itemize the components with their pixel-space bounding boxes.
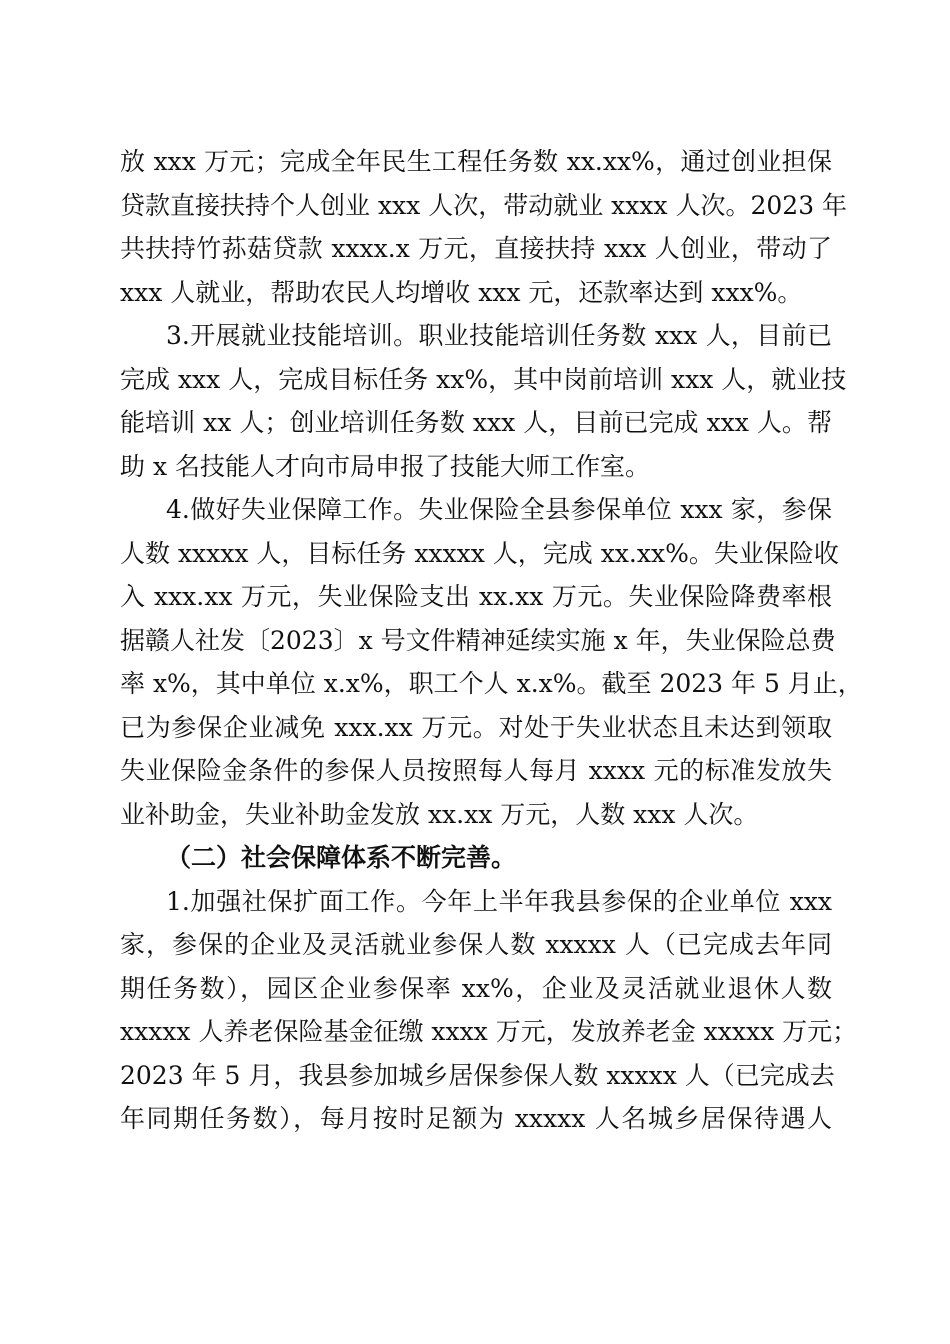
paragraph-line: 已为参保企业减免 xxx.xx 万元。对处于失业状态且未达到领取 (120, 712, 832, 742)
paragraph-line: 家，参保的企业及灵活就业参保人数 xxxxx 人（已完成去年同 (120, 930, 832, 959)
paragraph-line: 失业保险金条件的参保人员按照每人每月 xxxx 元的标准发放失 (120, 756, 832, 785)
paragraph-line: xxx 人就业，帮助农民人均增收 xxx 元，还款率达到 xxx%。 (120, 277, 803, 307)
paragraph-line: 率 x%，其中单位 x.x%，职工个人 x.x%。截至 2023 年 5 月止， (120, 669, 863, 698)
paragraph-line: 能培训 xx 人；创业培训任务数 xxx 人，目前已完成 xxx 人。帮 (120, 408, 832, 437)
paragraph-line: 期任务数），园区企业参保率 xx%，企业及灵活就业退休人数 (120, 973, 832, 1003)
paragraph-line: 3.开展就业技能培训。职业技能培训任务数 xxx 人，目前已 (166, 321, 832, 350)
paragraph-line: 共扶持竹荪菇贷款 xxxx.x 万元，直接扶持 xxx 人创业，带动了 (120, 234, 832, 263)
paragraph-line: 完成 xxx 人，完成目标任务 xx%，其中岗前培训 xxx 人，就业技 (120, 364, 847, 394)
section-heading: （二）社会保障体系不断完善。 (166, 843, 517, 872)
paragraph-line: 人数 xxxxx 人，目标任务 xxxxx 人，完成 xx.xx%。失业保险收 (120, 538, 839, 568)
paragraph-line: xxxxx 人养老保险基金征缴 xxxx 万元，发放养老金 xxxxx 万元； (120, 1017, 858, 1046)
paragraph-line: 4.做好失业保障工作。失业保险全县参保单位 xxx 家，参保 (166, 495, 832, 524)
paragraph-line: 入 xxx.xx 万元，失业保险支出 xx.xx 万元。失业保险降费率根 (120, 582, 832, 611)
paragraph-line: 据赣人社发〔2023〕x 号文件精神延续实施 x 年，失业保险总费 (120, 625, 836, 655)
paragraph-line: 2023 年 5 月，我县参加城乡居保参保人数 xxxxx 人（已完成去 (120, 1060, 835, 1090)
paragraph-line: 年同期任务数），每月按时足额为 xxxxx 人名城乡居保待遇人 (120, 1104, 832, 1133)
document-body (120, 140, 863, 1141)
paragraph-line: 贷款直接扶持个人创业 xxx 人次，带动就业 xxxx 人次。2023 年 (120, 190, 848, 220)
paragraph-line: 助 x 名技能人才向市局申报了技能大师工作室。 (120, 451, 650, 481)
paragraph-line: 1.加强社保扩面工作。今年上半年我县参保的企业单位 xxx (166, 886, 832, 916)
paragraph-line: 放 xxx 万元；完成全年民生工程任务数 xx.xx%，通过创业担保 (120, 147, 832, 176)
paragraph-line: 业补助金，失业补助金发放 xx.xx 万元，人数 xxx 人次。 (120, 799, 759, 829)
